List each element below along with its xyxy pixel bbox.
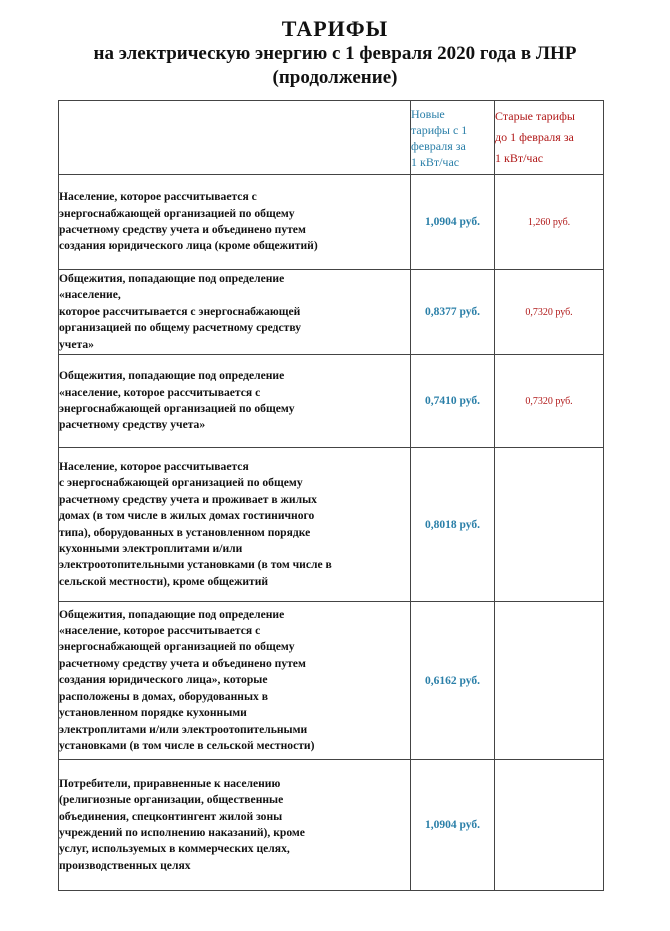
description-line: расчетному средству учета и проживает в жилых xyxy=(59,492,317,506)
description-line: расчетному средству учета и объединено путем xyxy=(59,656,306,670)
description-line: учреждений по исполнению наказаний), кроме xyxy=(59,826,305,839)
description-line: Потребители, приравненные к населению xyxy=(59,776,281,790)
description-line: создания юридического лица (кроме общежитий) xyxy=(59,239,318,253)
description-line: расположены в домах, оборудованных в xyxy=(59,689,268,703)
description-line: Общежития, попадающие под определение xyxy=(59,607,285,621)
description-line: (религиозные организации, общественные xyxy=(59,793,284,807)
table-header-row xyxy=(59,101,604,175)
description-line: Общежития, попадающие под определение xyxy=(59,271,285,285)
description-line: домах (в том числе в жилых домах гостиничного xyxy=(59,509,315,523)
description-line: энергоснабжающей организацией по общему xyxy=(59,206,295,220)
table-row xyxy=(59,602,604,760)
header-new-line: 1 кВт/час xyxy=(411,154,460,169)
description-line: с энергоснабжающей организацией по общему xyxy=(59,476,303,490)
row-description xyxy=(59,760,411,891)
description-line: объединения, спецконтингент жилой зоны xyxy=(59,809,283,823)
row-description xyxy=(59,355,411,448)
description-line: производственных целях xyxy=(59,858,191,872)
description-line: типа), оборудованных в установленном порядке xyxy=(59,525,311,539)
description-line: Население, которое рассчитывается xyxy=(59,459,249,473)
table-row xyxy=(59,448,604,602)
description-line: «население, xyxy=(59,288,121,302)
description-line: установками (в том числе в сельской местности) xyxy=(59,738,315,752)
new-tariff-value: 1,0904 руб. xyxy=(411,175,495,270)
description-line: которое рассчитывается с энергоснабжающей xyxy=(59,304,301,318)
description-line: Общежития, попадающие под определение xyxy=(59,369,285,383)
description-line: организацией по общему расчетному средству xyxy=(59,321,302,335)
row-description xyxy=(59,175,411,270)
header-blank-cell xyxy=(59,101,411,175)
old-tariff-value xyxy=(495,760,604,891)
header-new-tariffs xyxy=(411,101,495,175)
description-line: создания юридического лица», которые xyxy=(59,673,268,687)
new-tariff-value: 0,7410 руб. xyxy=(411,355,495,448)
description-line: установленном порядке кухонными xyxy=(59,706,247,720)
description-line: «население, которое рассчитывается с xyxy=(59,624,261,638)
description-line: сельской местности), кроме общежитий xyxy=(59,574,269,588)
header-old-line: 1 кВт/час xyxy=(495,151,544,165)
description-line: «население, которое рассчитывается с xyxy=(59,385,261,399)
table-row xyxy=(59,175,604,270)
title-line-3: (продолжение) xyxy=(272,67,398,88)
header-new-line: Новые xyxy=(411,106,445,121)
description-line: электроотопительными установками (в том числе в xyxy=(59,558,332,572)
new-tariff-value: 0,6162 руб. xyxy=(411,602,495,760)
title-line-2: на электрическую энергию с 1 февраля 2020 года в ЛНР xyxy=(93,43,577,64)
header-old-line: Старые тарифы xyxy=(495,109,575,123)
new-tariff-value: 0,8377 руб. xyxy=(411,270,495,355)
description-line: энергоснабжающей организацией по общему xyxy=(59,402,295,415)
document-title xyxy=(0,16,670,90)
description-line: учета» xyxy=(59,337,94,351)
old-tariff-value xyxy=(495,448,604,602)
tariff-table xyxy=(58,100,604,891)
table-row xyxy=(59,355,604,448)
new-tariff-value: 0,8018 руб. xyxy=(411,448,495,602)
header-old-tariffs xyxy=(495,101,604,175)
header-old-line: до 1 февраля за xyxy=(495,130,574,144)
table-row xyxy=(59,270,604,355)
old-tariff-value: 0,7320 руб. xyxy=(495,355,604,448)
table-row xyxy=(59,760,604,891)
description-line: услуг, используемых в коммерческих целях, xyxy=(59,842,290,856)
header-new-line: тарифы с 1 xyxy=(411,122,468,137)
old-tariff-value: 1,260 руб. xyxy=(495,175,604,270)
header-new-line: февраля за xyxy=(411,138,466,153)
old-tariff-value: 0,7320 руб. xyxy=(495,270,604,355)
old-tariff-value xyxy=(495,602,604,760)
description-line: кухонными электроплитами и/или xyxy=(59,541,243,555)
description-line: расчетному средству учета» xyxy=(59,418,206,432)
row-description xyxy=(59,448,411,602)
row-description xyxy=(59,602,411,760)
description-line: электроплитами и/или электроотопительными xyxy=(59,722,308,736)
description-line: Население, которое рассчитывается с xyxy=(59,190,257,204)
row-description xyxy=(59,270,411,355)
description-line: энергоснабжающей организацией по общему xyxy=(59,640,295,654)
description-line: расчетному средству учета и объединено путем xyxy=(59,223,306,236)
new-tariff-value: 1,0904 руб. xyxy=(411,760,495,891)
title-line-1: ТАРИФЫ xyxy=(281,16,389,41)
